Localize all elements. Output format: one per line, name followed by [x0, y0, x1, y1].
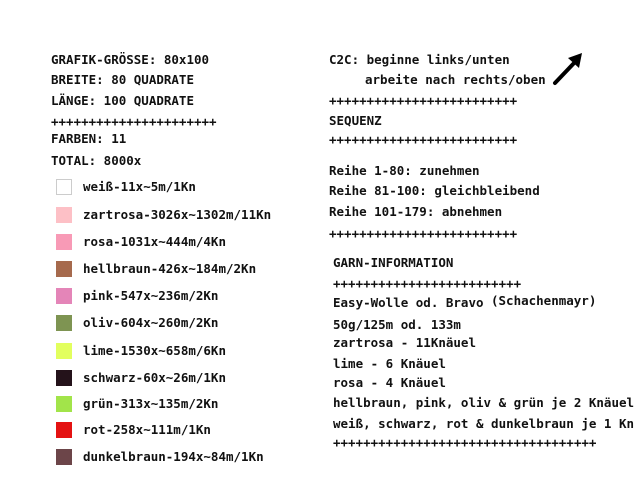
garn-title: GARN-INFORMATION: [333, 255, 454, 270]
separator-5: +++++++++++++++++++++++++++++++++++: [333, 435, 597, 450]
separator-3: +++++++++++++++++++++++++: [329, 226, 518, 241]
sequenz-title: SEQUENZ: [329, 113, 382, 128]
width-info: BREITE: 80 QUADRATE: [51, 72, 194, 87]
color-swatch: [56, 396, 72, 412]
color-label: grün-313x~135m/2Kn: [83, 396, 219, 411]
color-swatch: [56, 315, 72, 331]
color-label: schwarz-60x~26m/1Kn: [83, 370, 226, 385]
separator-2: +++++++++++++++++++++++++: [329, 132, 518, 147]
color-label: rot-258x~111m/1Kn: [83, 422, 211, 437]
color-swatch: [56, 422, 72, 438]
length-info: LÄNGE: 100 QUADRATE: [51, 93, 194, 108]
color-swatch: [56, 207, 72, 223]
sequence-row-1: Reihe 1-80: zunehmen: [329, 163, 480, 178]
color-label: lime-1530x~658m/6Kn: [83, 343, 226, 358]
yarn-type: Easy-Wolle od. Bravo: [333, 295, 484, 310]
sequence-row-2: Reihe 81-100: gleichbleibend: [329, 183, 540, 198]
color-label: rosa-1031x~444m/4Kn: [83, 234, 226, 249]
color-swatch: [56, 449, 72, 465]
yarn-brand: (Schachenmayr): [491, 293, 597, 308]
yarn-rosa: rosa - 4 Knäuel: [333, 375, 446, 390]
color-label: dunkelbraun-194x~84m/1Kn: [83, 449, 264, 464]
separator-4: +++++++++++++++++++++++++: [333, 276, 522, 291]
color-label: oliv-604x~260m/2Kn: [83, 315, 219, 330]
sequence-row-3: Reihe 101-179: abnehmen: [329, 204, 503, 219]
c2c-direction: arbeite nach rechts/oben: [365, 72, 546, 87]
left-separator: ++++++++++++++++++++++: [51, 114, 217, 129]
grafik-size: GRAFIK-GRÖSSE: 80x100: [51, 52, 210, 67]
color-swatch: [56, 288, 72, 304]
color-label: zartrosa-3026x~1302m/11Kn: [83, 207, 272, 222]
color-label: hellbraun-426x~184m/2Kn: [83, 261, 257, 276]
color-swatch: [56, 261, 72, 277]
yarn-je-1: weiß, schwarz, rot & dunkelbraun je 1 Kn: [333, 416, 635, 431]
separator-1: +++++++++++++++++++++++++: [329, 93, 518, 108]
colors-count: FARBEN: 11: [51, 131, 127, 146]
color-swatch: [56, 370, 72, 386]
yarn-lime: lime - 6 Knäuel: [333, 356, 446, 371]
yarn-weight: 50g/125m od. 133m: [333, 317, 461, 332]
yarn-zartrosa: zartrosa - 11Knäuel: [333, 335, 476, 350]
color-swatch: [56, 179, 72, 195]
color-label: pink-547x~236m/2Kn: [83, 288, 219, 303]
c2c-start: C2C: beginne links/unten: [329, 52, 510, 67]
yarn-je-2: hellbraun, pink, oliv & grün je 2 Knäuel: [333, 395, 635, 410]
arrow-up-right-icon: [552, 50, 586, 86]
color-label: weiß-11x~5m/1Kn: [83, 179, 196, 194]
color-swatch: [56, 343, 72, 359]
color-swatch: [56, 234, 72, 250]
total-count: TOTAL: 8000x: [51, 153, 142, 168]
